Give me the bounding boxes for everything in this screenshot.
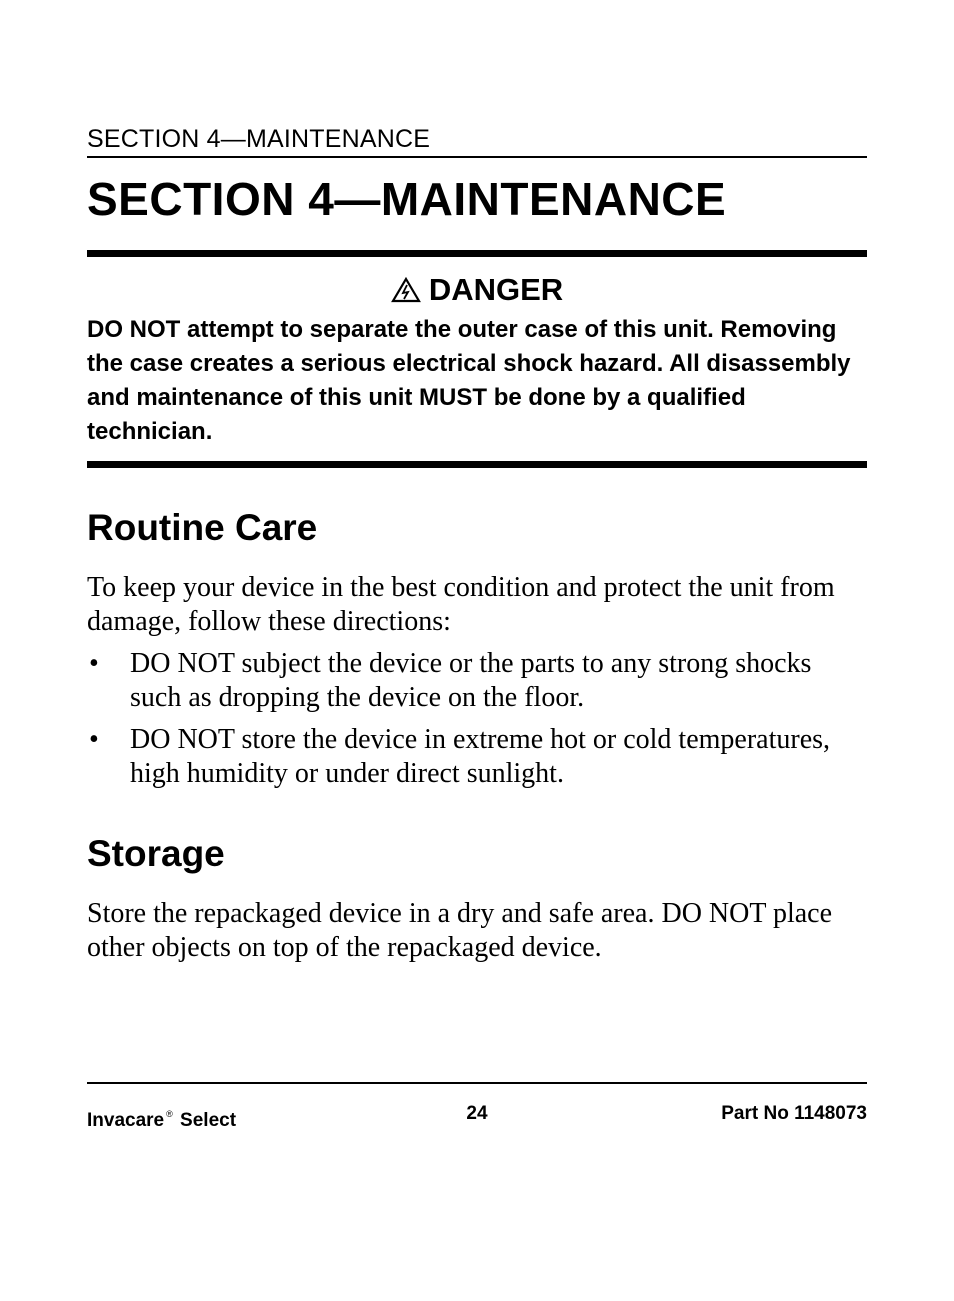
routine-care-intro: To keep your device in the best condition and protect the unit from damage, follow these directions: [87, 572, 835, 637]
page-footer [87, 1082, 867, 1131]
danger-notice [87, 250, 867, 468]
danger-text: DO NOT attempt to separate the outer case of this unit. Removing the case creates a serious electrical shock hazard. All disassembly and maintenance of this unit MUST be done by a qualified technician. [87, 316, 851, 445]
section-title: SECTION 4—MAINTENANCE [87, 173, 727, 225]
list-item [87, 723, 867, 791]
list-item [87, 647, 867, 715]
danger-label: DANGER [428, 272, 564, 307]
storage-text: Store the repackaged device in a dry and safe area. DO NOT place other objects on top of the repackaged device. [87, 898, 833, 963]
footer-brand: Invacare [87, 1110, 165, 1131]
bullet-icon: • [89, 648, 99, 679]
danger-heading [87, 272, 867, 308]
routine-care-list [87, 647, 867, 799]
page-number: 24 [466, 1103, 488, 1124]
storage-heading: Storage [87, 833, 225, 874]
electrical-hazard-warning-icon [391, 277, 421, 303]
footer-product-name: Select [180, 1110, 237, 1131]
running-head: SECTION 4—MAINTENANCE [87, 124, 867, 158]
bullet-icon: • [89, 724, 99, 755]
routine-care-heading: Routine Care [87, 507, 318, 548]
list-item-text: DO NOT store the device in extreme hot or cold temperatures, high humidity or under direct sunlight. [130, 724, 831, 789]
part-number: Part No 1148073 [721, 1103, 867, 1124]
list-item-text: DO NOT subject the device or the parts to any strong shocks such as dropping the device on the floor. [130, 648, 812, 713]
registered-mark: ® [166, 1109, 173, 1119]
